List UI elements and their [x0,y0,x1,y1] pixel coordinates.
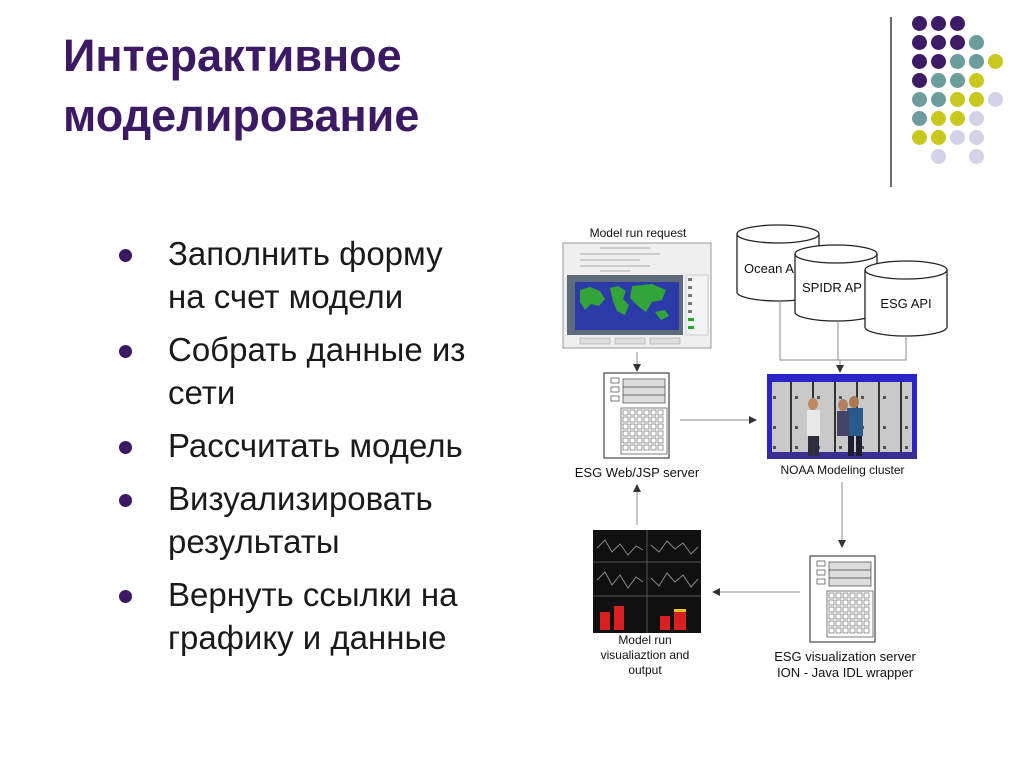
modeling-cluster-photo [767,374,917,459]
viz-server-line: ESG visualization server [774,649,916,664]
title-line-2: моделирование [63,90,420,141]
model-request-label: Model run request [589,226,687,240]
bullet-text: на счет модели [168,278,404,315]
viz-server-line: ION - Java IDL wrapper [776,665,914,680]
bullet-text: графику и данные [168,619,447,656]
visualization-server-icon [810,556,875,642]
title-line-1: Интерактивное [63,30,402,81]
viz-output-line: visualiaztion and [600,648,690,662]
model-request-form-image [563,243,711,348]
bullet-text: Собрать данные из [168,331,466,368]
bullet-text: Вернуть ссылки на [168,576,458,613]
cluster-label: NOAA Modeling cluster [780,463,905,477]
bullet-text: Рассчитать модель [168,427,463,464]
viz-output-label [580,633,710,678]
bullet-text: результаты [168,523,340,560]
model-output-plots-image [593,530,701,633]
db-esg-label: ESG API [880,296,932,311]
web-server-label: ESG Web/JSP server [574,465,700,480]
viz-output-line: output [628,663,662,677]
db-ocean-label: Ocean A [744,261,794,276]
viz-server-label [760,649,930,681]
viz-output-line: Model run [618,633,672,647]
bullet-text: Заполнить форму [168,235,443,272]
bullet-text: сети [168,374,236,411]
db-spidr-label: SPIDR AP [802,280,862,295]
bullet-text: Визуализировать [168,480,433,517]
